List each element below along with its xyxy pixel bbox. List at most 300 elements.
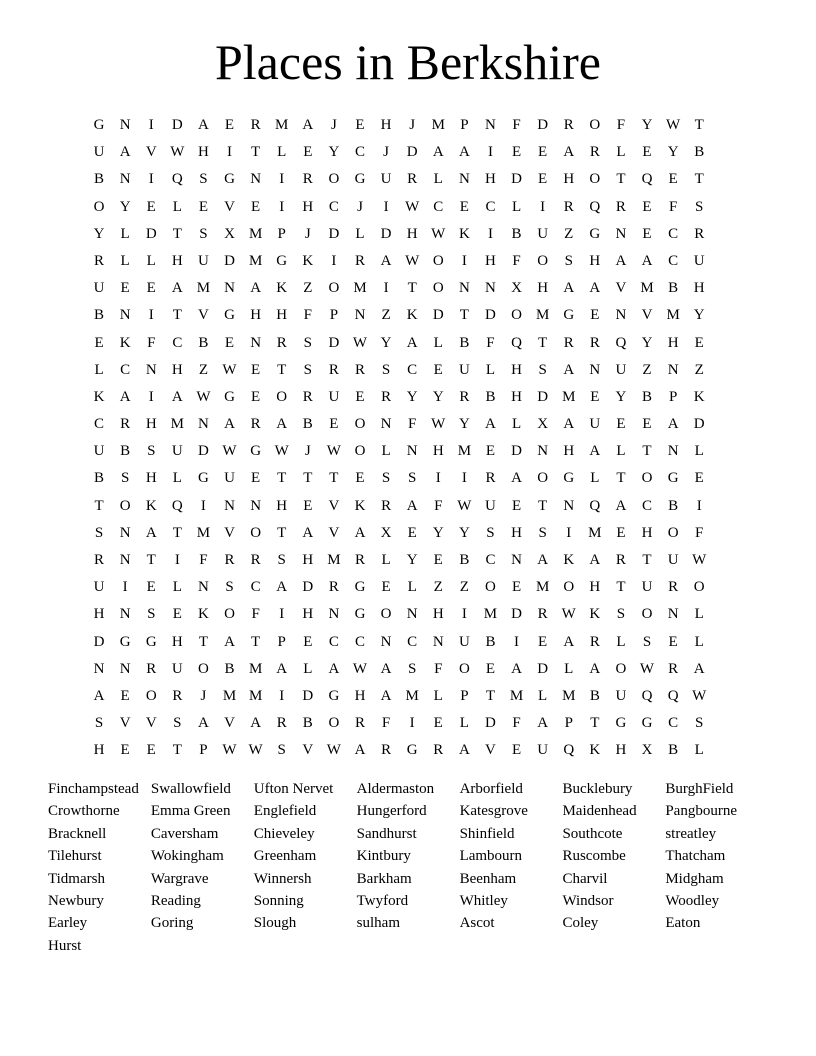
grid-letter: X <box>511 280 522 297</box>
grid-letter: R <box>381 742 392 759</box>
word-list-item: Twyford <box>356 892 409 909</box>
grid-letter: Z <box>433 579 443 596</box>
grid-letter: R <box>250 552 261 568</box>
grid-letter: J <box>330 117 337 133</box>
grid-letter: A <box>354 524 366 541</box>
grid-letter: E <box>146 742 156 759</box>
grid-letter: O <box>589 117 601 133</box>
grid-letter: A <box>250 280 262 297</box>
grid-letter: R <box>354 552 365 568</box>
word-row <box>48 890 778 912</box>
grid-letter: A <box>589 660 601 677</box>
grid-letter: P <box>460 687 469 704</box>
word-list-item: Slough <box>253 915 297 932</box>
grid-letter: E <box>642 198 652 215</box>
grid-letter: R <box>563 117 574 133</box>
word-list-item: Crowthorne <box>48 803 120 820</box>
grid-letter: X <box>641 742 653 759</box>
grid-letter: A <box>224 416 235 433</box>
grid-letter: T <box>642 552 652 568</box>
grid-letter: E <box>511 497 522 514</box>
grid-letter: Y <box>641 334 653 351</box>
grid-letter: W <box>326 742 341 759</box>
grid-letter: T <box>407 280 417 297</box>
grid-letter: R <box>381 497 392 514</box>
grid-letter: O <box>693 579 705 596</box>
grid-letter: I <box>383 280 389 297</box>
word-list-item: Katesgrove <box>459 803 528 820</box>
word-list-item: Chieveley <box>253 825 315 842</box>
grid-letter: S <box>538 524 547 541</box>
grid-letter: A <box>406 334 418 351</box>
grid-letter: M <box>327 552 341 568</box>
grid-letter: Z <box>381 307 391 324</box>
grid-letter: R <box>354 361 365 378</box>
grid-letter: D <box>145 225 157 242</box>
grid-letter: S <box>277 742 286 759</box>
grid-row <box>86 302 712 329</box>
grid-letter: L <box>172 579 182 596</box>
grid-letter: E <box>433 715 443 732</box>
grid-letter: A <box>667 416 679 433</box>
grid-letter: L <box>616 633 626 650</box>
grid-letter: E <box>407 524 417 541</box>
grid-letter: D <box>224 252 235 269</box>
grid-letter: A <box>198 117 209 133</box>
grid-letter: T <box>329 470 339 487</box>
grid-letter: E <box>590 388 600 405</box>
grid-letter: U <box>93 144 105 161</box>
grid-letter: I <box>279 198 285 215</box>
grid-letter: C <box>642 497 653 514</box>
grid-letter: U <box>171 660 183 677</box>
grid-letter: L <box>616 443 626 460</box>
grid-letter: O <box>328 280 340 297</box>
grid-letter: G <box>354 171 366 188</box>
grid-letter: V <box>615 280 627 297</box>
letter-grid <box>86 112 712 765</box>
grid-letter: L <box>172 198 182 215</box>
grid-letter: H <box>276 307 288 324</box>
grid-letter: A <box>563 416 575 433</box>
grid-row <box>86 384 712 411</box>
grid-letter: C <box>668 225 679 242</box>
grid-letter: M <box>353 280 367 297</box>
grid-letter: D <box>511 606 522 623</box>
grid-letter: O <box>615 660 627 677</box>
grid-letter: S <box>408 660 417 677</box>
grid-letter: K <box>589 606 601 623</box>
grid-letter: J <box>409 117 416 133</box>
grid-letter: E <box>381 579 391 596</box>
grid-letter: L <box>146 252 156 269</box>
grid-letter: I <box>174 552 180 568</box>
grid-letter: L <box>694 443 704 460</box>
word-row <box>48 868 778 890</box>
grid-letter: O <box>432 252 444 269</box>
word-list-item: Greenham <box>253 848 317 865</box>
grid-letter: C <box>668 715 679 732</box>
grid-letter: H <box>563 443 575 460</box>
grid-letter: I <box>279 171 285 188</box>
grid-letter: A <box>537 552 549 568</box>
grid-letter: O <box>458 660 470 677</box>
grid-letter: D <box>171 117 183 133</box>
grid-letter: W <box>639 660 655 677</box>
grid-letter: P <box>564 715 573 732</box>
word-list-item: Emma Green <box>150 803 231 820</box>
word-list-item: Charvil <box>562 870 608 887</box>
grid-letter: Q <box>615 334 627 351</box>
grid-letter: U <box>93 280 105 297</box>
grid-letter: S <box>94 715 104 732</box>
grid-letter: V <box>145 715 157 732</box>
grid-letter: I <box>409 715 415 732</box>
grid-letter: R <box>615 198 626 215</box>
grid-letter: A <box>693 660 705 677</box>
grid-letter: T <box>277 524 287 541</box>
grid-letter: C <box>250 579 261 596</box>
grid-letter: I <box>383 198 389 215</box>
grid-letter: Q <box>667 687 679 704</box>
grid-letter: D <box>511 171 522 188</box>
grid-letter: N <box>198 416 209 433</box>
grid-letter: T <box>485 687 496 704</box>
word-list-item: Bucklebury <box>562 781 633 797</box>
grid-letter: L <box>277 144 287 161</box>
grid-letter: F <box>434 660 443 677</box>
grid-letter: M <box>666 307 680 324</box>
grid-letter: B <box>94 470 105 487</box>
grid-letter: N <box>537 443 549 460</box>
grid-letter: L <box>303 660 313 677</box>
grid-row <box>86 139 712 166</box>
grid-letter: T <box>172 524 182 541</box>
grid-letter: B <box>668 280 679 297</box>
grid-letter: V <box>641 307 653 324</box>
grid-letter: J <box>200 687 207 704</box>
grid-letter: O <box>641 606 653 623</box>
grid-letter: U <box>615 687 627 704</box>
grid-letter: A <box>302 117 314 133</box>
grid-letter: I <box>148 388 154 405</box>
word-list-item: Wokingham <box>150 848 224 865</box>
grid-letter: R <box>563 198 574 215</box>
grid-letter: B <box>459 552 470 568</box>
grid-letter: C <box>354 144 365 161</box>
grid-letter: U <box>458 361 470 378</box>
grid-letter: O <box>198 660 209 677</box>
grid-letter: G <box>119 633 131 650</box>
grid-letter: E <box>251 388 261 405</box>
grid-letter: S <box>94 524 104 541</box>
word-list <box>48 778 778 957</box>
grid-letter: G <box>641 715 653 732</box>
word-row <box>48 912 778 934</box>
grid-letter: Q <box>511 334 522 351</box>
grid-letter: K <box>693 388 705 405</box>
grid-letter: E <box>146 280 156 297</box>
grid-letter: S <box>147 606 156 623</box>
grid-letter: F <box>381 715 391 732</box>
grid-letter: F <box>512 117 521 133</box>
grid-letter: L <box>120 252 130 269</box>
word-row <box>48 823 778 845</box>
grid-letter: Z <box>694 361 704 378</box>
grid-letter: E <box>538 144 548 161</box>
grid-letter: R <box>94 552 105 568</box>
grid-letter: O <box>380 606 392 623</box>
grid-letter: E <box>303 144 313 161</box>
grid-letter: E <box>511 742 522 759</box>
grid-letter: R <box>172 687 183 704</box>
grid-letter: T <box>590 715 600 732</box>
grid-letter: J <box>304 225 311 242</box>
grid-letter: A <box>302 524 314 541</box>
grid-letter: K <box>589 742 601 759</box>
grid-letter: A <box>380 252 392 269</box>
grid-letter: D <box>485 307 496 324</box>
grid-letter: G <box>93 117 105 133</box>
grid-letter: W <box>222 361 237 378</box>
grid-letter: O <box>354 416 366 433</box>
grid-letter: M <box>248 660 263 677</box>
grid-letter: X <box>224 225 235 242</box>
grid-letter: C <box>485 198 496 215</box>
grid-letter: N <box>432 633 444 650</box>
word-list-item: Caversham <box>150 825 219 842</box>
grid-letter: O <box>511 307 522 324</box>
grid-letter: N <box>511 552 522 568</box>
grid-letter: A <box>589 280 601 297</box>
grid-letter: C <box>172 334 183 351</box>
grid-letter: N <box>328 606 340 623</box>
grid-letter: T <box>538 497 548 514</box>
grid-letter: T <box>198 633 208 650</box>
grid-letter: N <box>224 280 235 297</box>
grid-letter: I <box>487 225 493 242</box>
grid-letter: F <box>199 552 208 568</box>
grid-letter: R <box>328 361 339 378</box>
page-title: Places in Berkshire <box>214 34 601 90</box>
grid-letter: O <box>145 687 157 704</box>
grid-letter: D <box>93 633 105 650</box>
grid-letter: J <box>383 144 389 161</box>
grid-letter: L <box>433 687 443 704</box>
grid-letter: V <box>224 198 235 215</box>
grid-letter: Y <box>458 416 470 433</box>
grid-letter: H <box>693 280 705 297</box>
grid-letter: G <box>354 606 366 623</box>
grid-letter: H <box>589 252 601 269</box>
grid-row <box>86 574 712 601</box>
grid-letter: E <box>251 198 261 215</box>
grid-letter: K <box>458 225 470 242</box>
grid-letter: Q <box>563 742 575 759</box>
grid-letter: B <box>120 443 131 460</box>
grid-letter: E <box>433 552 443 568</box>
word-row <box>48 800 778 822</box>
grid-letter: S <box>564 252 573 269</box>
grid-letter: H <box>589 579 601 596</box>
grid-letter: I <box>566 524 572 541</box>
grid-letter: Q <box>589 497 601 514</box>
grid-letter: M <box>431 117 445 133</box>
grid-letter: A <box>589 552 601 568</box>
grid-letter: W <box>405 252 420 269</box>
grid-letter: T <box>251 144 261 161</box>
grid-letter: V <box>119 715 131 732</box>
grid-letter: M <box>196 524 211 541</box>
grid-letter: H <box>302 552 314 568</box>
grid-letter: E <box>303 497 313 514</box>
grid-letter: N <box>406 443 418 460</box>
grid-letter: S <box>486 524 495 541</box>
grid-letter: W <box>431 416 446 433</box>
grid-letter: H <box>615 742 627 759</box>
grid-letter: I <box>148 307 154 324</box>
grid-letter: O <box>93 198 105 215</box>
word-list-item: BurghField <box>665 781 734 797</box>
grid-letter: T <box>94 497 104 514</box>
grid-letter: E <box>94 334 104 351</box>
grid-letter: F <box>486 334 495 351</box>
grid-letter: H <box>380 117 392 133</box>
grid-letter: I <box>279 687 285 704</box>
word-list-item: Maidenhead <box>562 803 637 820</box>
grid-letter: E <box>355 388 365 405</box>
grid-letter: A <box>224 633 235 650</box>
grid-letter: H <box>171 361 183 378</box>
grid-letter: E <box>616 416 626 433</box>
grid-letter: S <box>173 715 182 732</box>
grid-letter: B <box>485 388 496 405</box>
grid-letter: E <box>251 361 261 378</box>
grid-letter: E <box>224 334 235 351</box>
grid-letter: R <box>433 742 444 759</box>
word-list-item: Midgham <box>665 870 724 887</box>
word-list-item: Winnersh <box>253 870 312 887</box>
grid-letter: A <box>250 715 262 732</box>
word-list-item: Shinfield <box>459 825 515 842</box>
grid-letter: H <box>511 361 522 378</box>
grid-letter: E <box>694 334 704 351</box>
grid-letter: W <box>457 497 472 514</box>
grid-letter: D <box>406 144 418 161</box>
grid-letter: D <box>302 687 314 704</box>
grid-letter: N <box>119 606 131 623</box>
grid-letter: H <box>485 252 496 269</box>
grid-letter: H <box>563 171 575 188</box>
word-list-item: Pangbourne <box>665 803 737 820</box>
grid-letter: R <box>615 552 626 568</box>
grid-letter: Y <box>615 388 627 405</box>
grid-letter: B <box>642 388 653 405</box>
grid-letter: W <box>274 443 289 460</box>
grid-letter: L <box>381 552 391 568</box>
grid-letter: O <box>224 606 235 623</box>
word-list-item: Tidmarsh <box>48 870 105 887</box>
grid-letter: I <box>122 579 128 596</box>
grid-letter: W <box>352 660 368 677</box>
grid-letter: N <box>667 443 679 460</box>
grid-letter: L <box>590 470 600 487</box>
grid-letter: H <box>171 633 183 650</box>
grid-letter: S <box>120 470 130 487</box>
grid-letter: D <box>302 579 314 596</box>
grid-letter: C <box>328 633 339 650</box>
grid-letter: U <box>485 497 496 514</box>
grid-letter: I <box>461 252 467 269</box>
grid-letter: S <box>277 552 286 568</box>
grid-letter: N <box>224 497 235 514</box>
word-row <box>48 845 778 867</box>
word-list-item: Goring <box>150 915 194 932</box>
grid-letter: W <box>222 443 237 460</box>
grid-letter: O <box>537 252 549 269</box>
grid-letter: I <box>461 470 467 487</box>
grid-letter: B <box>511 225 522 242</box>
grid-letter: E <box>146 579 156 596</box>
grid-letter: D <box>485 715 496 732</box>
grid-letter: N <box>93 660 105 677</box>
grid-letter: R <box>537 606 548 623</box>
word-list-item: Thatcham <box>665 848 726 865</box>
grid-letter: E <box>668 171 678 188</box>
grid-letter: A <box>145 524 157 541</box>
grid-letter: A <box>615 497 627 514</box>
grid-letter: L <box>694 606 704 623</box>
word-list-item: Beenham <box>459 870 517 887</box>
grid-row <box>86 683 712 710</box>
grid-letter: I <box>435 470 441 487</box>
grid-letter: L <box>120 225 130 242</box>
grid-letter: R <box>354 252 365 269</box>
grid-letter: A <box>589 443 601 460</box>
grid-letter: N <box>667 606 679 623</box>
word-list-item: Reading <box>150 892 201 909</box>
grid-letter: K <box>354 497 366 514</box>
grid-letter: Y <box>693 307 705 324</box>
grid-letter: M <box>509 687 524 704</box>
word-list-item: Ruscombe <box>562 848 626 865</box>
grid-letter: H <box>432 606 444 623</box>
grid-letter: Z <box>642 361 652 378</box>
grid-letter: D <box>328 225 340 242</box>
grid-letter: N <box>145 361 157 378</box>
grid-letter: U <box>198 252 209 269</box>
grid-letter: L <box>407 579 417 596</box>
grid-letter: E <box>120 280 130 297</box>
grid-letter: S <box>538 361 547 378</box>
grid-letter: H <box>145 470 157 487</box>
grid-letter: M <box>170 416 184 433</box>
grid-letter: P <box>460 117 469 133</box>
grid-letter: U <box>93 443 105 460</box>
grid-letter: O <box>667 524 679 541</box>
grid-letter: O <box>563 579 575 596</box>
grid-letter: T <box>172 307 182 324</box>
grid-row <box>86 710 712 737</box>
grid-letter: L <box>694 742 704 759</box>
grid-letter: Y <box>667 144 679 161</box>
grid-letter: R <box>120 416 131 433</box>
grid-letter: R <box>302 171 313 188</box>
grid-letter: J <box>304 443 311 460</box>
grid-letter: S <box>381 470 391 487</box>
grid-letter: T <box>616 171 626 188</box>
grid-letter: R <box>563 334 574 351</box>
